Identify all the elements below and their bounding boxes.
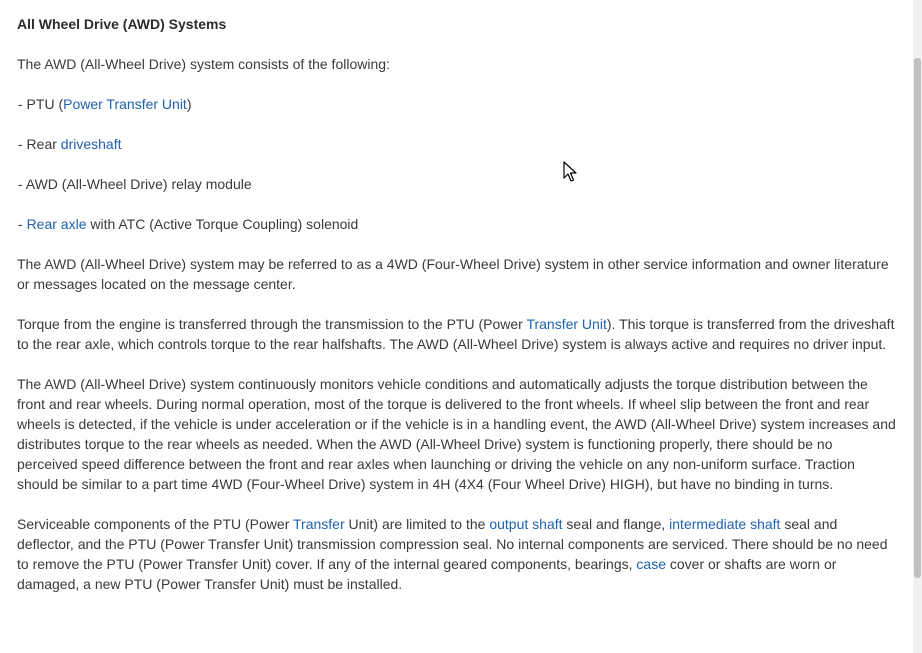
paragraph-text: Unit) are limited to the xyxy=(344,516,490,532)
paragraph-text: seal and flange, xyxy=(562,516,670,532)
list-item-text: - xyxy=(18,216,27,232)
case-link[interactable]: case xyxy=(636,556,666,572)
list-item-text: ) xyxy=(186,96,192,112)
list-item-text: - Rear xyxy=(18,136,61,152)
paragraph-text: Torque from the engine is transferred through the transmission to the PTU (Power xyxy=(17,316,527,332)
power-transfer-unit-link[interactable]: Power Transfer Unit xyxy=(63,96,187,112)
paragraph-text: seal and deflector, and the PTU (Power Transfer Unit) transmission compression seal. No internal components are serviced. There should be no need to remove the PTU (Power Transfer Unit) cover. If any of the internal geared components, bearings, xyxy=(17,516,888,572)
intermediate-shaft-link[interactable]: intermediate shaft xyxy=(669,516,781,532)
intro-text: The AWD (All-Wheel Drive) system consists of the following: xyxy=(17,56,390,72)
driveshaft-link[interactable]: driveshaft xyxy=(60,136,122,152)
document-content xyxy=(17,14,897,614)
list-item-text: - AWD (All-Wheel Drive) relay module xyxy=(18,176,252,192)
paragraph-torque-distribution: The AWD (All-Wheel Drive) system continuously monitors vehicle conditions and automatically adjusts the torque distribution between the front and rear wheels. During normal operation, most of the torque is delivered to the front wheels. If wheel slip between the front and rear wheels is detected, if the vehicle is under acceleration or if the vehicle is in a handling event, the AWD (All-Wheel Drive) system increases and distributes torque to the rear wheels as needed. When the AWD (All-Wheel Drive) system is functioning properly, there should be no perceived speed difference between the front and rear axles when launching or driving the vehicle on any non-uniform surface. Traction should be similar to a part time 4WD (Four-Wheel Drive) system in 4H (4X4 (Four Wheel Drive) HIGH), but have no binding in turns. xyxy=(17,376,896,492)
paragraph-torque-transfer xyxy=(17,314,897,354)
paragraph-text: Serviceable components of the PTU (Power xyxy=(17,516,293,532)
list-item-rear-axle xyxy=(17,214,897,234)
list-item-ptu xyxy=(17,94,897,114)
rear-axle-link[interactable]: Rear axle xyxy=(26,216,87,232)
list-item-relay-module xyxy=(17,174,897,194)
page-title: All Wheel Drive (AWD) Systems xyxy=(17,16,227,32)
scrollbar-thumb[interactable] xyxy=(914,58,921,578)
list-item-text: with ATC (Active Torque Coupling) solenoid xyxy=(86,216,359,232)
vertical-scrollbar[interactable] xyxy=(913,0,922,653)
paragraph-text: cover or shafts are worn or damaged, a new PTU (Power Transfer Unit) must be installed. xyxy=(17,556,837,592)
paragraph-serviceable-components xyxy=(17,514,897,594)
output-shaft-link[interactable]: output shaft xyxy=(489,516,563,532)
list-item-driveshaft xyxy=(17,134,897,154)
list-item-text: - PTU ( xyxy=(18,96,64,112)
paragraph-text: ). This torque is transferred from the driveshaft to the rear axle, which controls torque to the rear halfshafts. The AWD (All-Wheel Drive) system is always active and requires no driver input. xyxy=(17,316,895,352)
transfer-unit-link[interactable]: Transfer Unit xyxy=(526,316,607,332)
paragraph-4wd-reference: The AWD (All-Wheel Drive) system may be referred to as a 4WD (Four-Wheel Drive) system in other service information and owner literature or messages located on the message center. xyxy=(17,256,889,292)
mouse-pointer-icon xyxy=(563,161,577,183)
transfer-link[interactable]: Transfer xyxy=(293,516,345,532)
